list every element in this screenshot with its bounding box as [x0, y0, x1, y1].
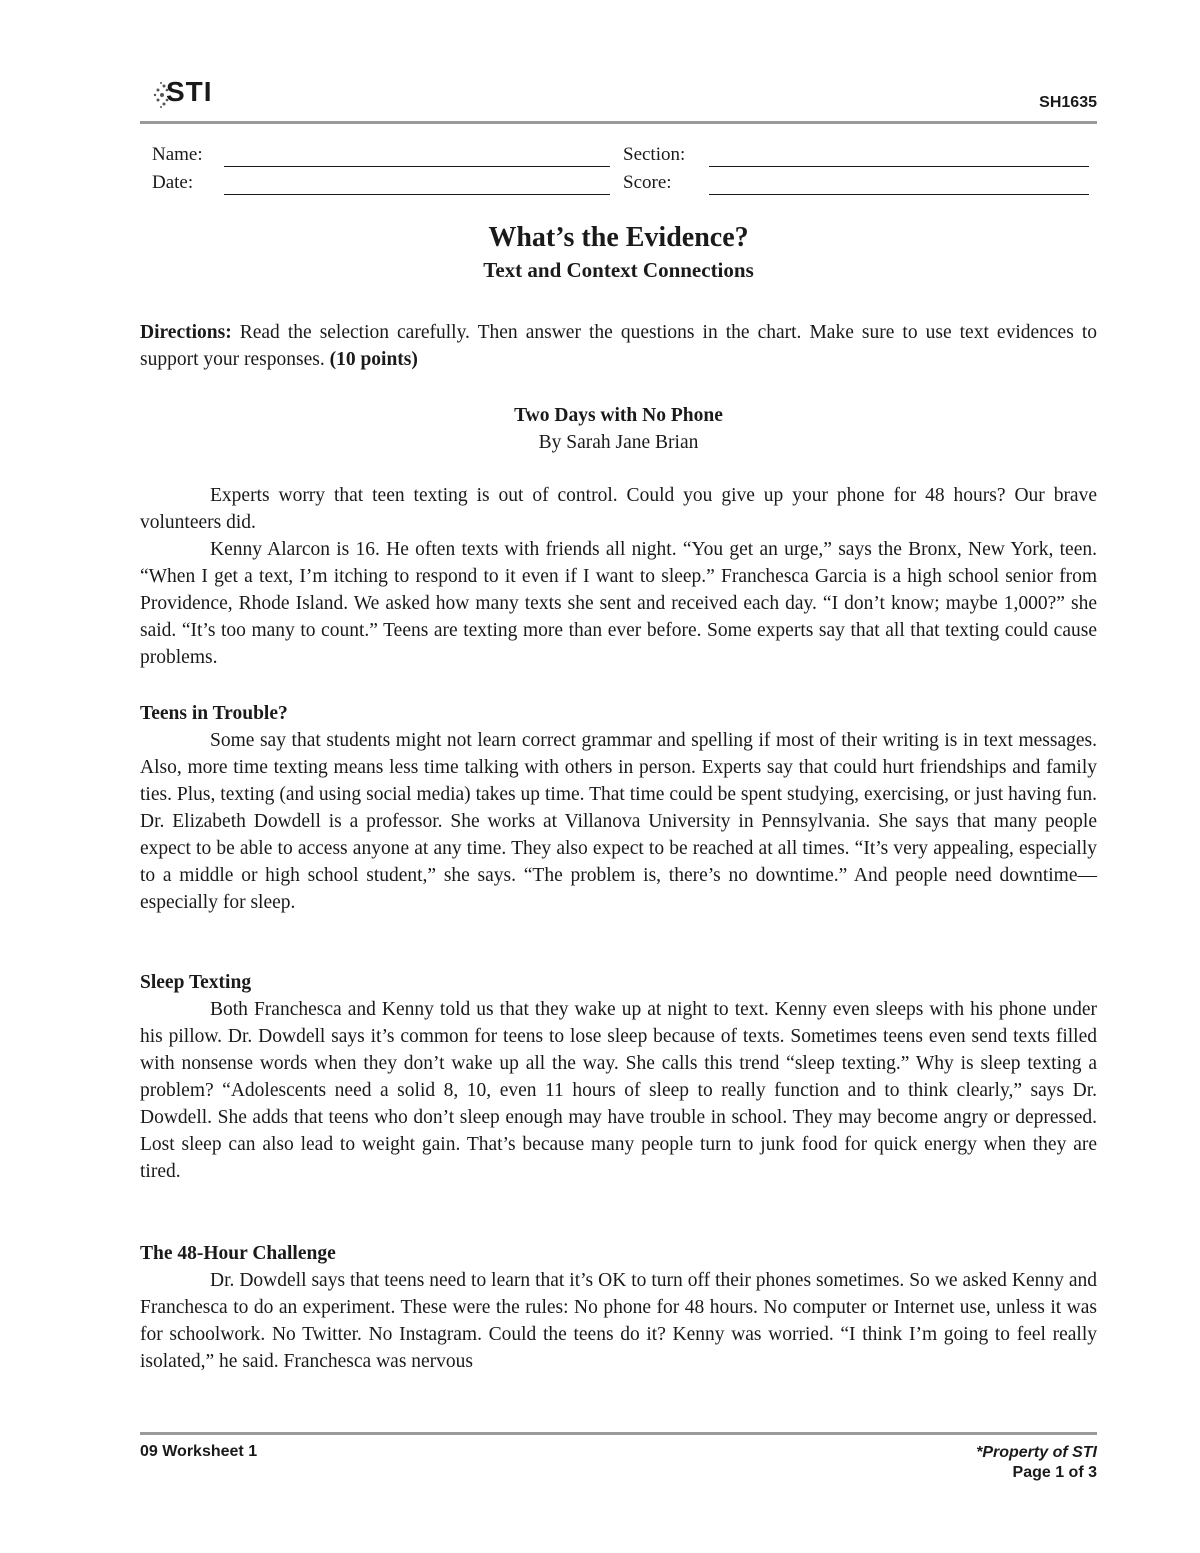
section-heading: The 48-Hour Challenge [140, 1243, 336, 1264]
date-label: Date: [152, 172, 194, 193]
header-divider [140, 121, 1097, 124]
paragraph: Dr. Dowdell says that teens need to learn that it’s OK to turn off their phones sometimes. So we asked Kenny and Franchesca to do an experiment. These were the rules: No phone for 48 hours. No computer or Internet use, unless it was for schoolwork. No Twitter. No Instagram. Could the teens do it? Kenny was worried. “I think I’m going to feel really isolated,” he said. Franchesca was nervous [140, 1270, 1097, 1372]
paragraph: Experts worry that teen texting is out of control. Could you give up your phone for 48 hours? Our brave volunteers did. [140, 485, 1097, 533]
story-author: By Sarah Jane Brian [538, 432, 699, 453]
worksheet-title: What’s the Evidence? [488, 222, 749, 253]
score-label: Score: [623, 172, 672, 193]
document-code: SH1635 [1039, 94, 1097, 111]
story-header [140, 402, 1097, 456]
score-blank[interactable] [709, 194, 1089, 195]
section-48-hour-challenge [140, 1240, 1097, 1375]
directions-text: Read the selection carefully. Then answer the questions in the chart. Make sure to use text evidences to support your responses. [140, 322, 1097, 370]
section-blank[interactable] [709, 166, 1089, 167]
directions [140, 319, 1097, 373]
story-intro [140, 482, 1097, 671]
footer-divider [140, 1432, 1097, 1435]
section-teens-in-trouble [140, 700, 1097, 916]
footer-property: *Property of STI [976, 1444, 1097, 1461]
directions-points: (10 points) [329, 349, 418, 370]
directions-label: Directions: [140, 322, 232, 343]
story-title: Two Days with No Phone [514, 405, 723, 426]
section-label: Section: [623, 144, 686, 165]
footer-page-number: Page 1 of 3 [1012, 1464, 1097, 1481]
section-sleep-texting [140, 969, 1097, 1185]
section-heading: Sleep Texting [140, 972, 252, 993]
worksheet-subtitle: Text and Context Connections [483, 258, 754, 282]
footer-worksheet-label: 09 Worksheet 1 [140, 1443, 258, 1460]
name-blank[interactable] [224, 166, 610, 167]
section-heading: Teens in Trouble? [140, 703, 288, 724]
paragraph: Some say that students might not learn correct grammar and spelling if most of their writing is in text messages. Also, more time texting means less time talking with others in person. Experts say that could hurt friendships and family ties. Plus, texting (and using social media) takes up time. That time could be spent studying, exercising, or just having fun. Dr. Elizabeth Dowdell is a professor. She works at Villanova University in Pennsylvania. She says that many people expect to be able to access anyone at any time. They also expect to be reached at all times. “It’s very appealing, especially to a middle or high school student,” she says. “The problem is, there’s no downtime.” And people need downtime— especially for sleep. [140, 730, 1097, 913]
paragraph: Both Franchesca and Kenny told us that they wake up at night to text. Kenny even sleeps with his phone under his pillow. Dr. Dowdell says it’s common for teens to lose sleep because of texts. Sometimes teens even send texts filled with nonsense words when they don’t wake up all the way. She calls this trend “sleep texting.” Why is sleep texting a problem? “Adolescents need a solid 8, 10, even 11 hours of sleep to really function and to think clearly,” says Dr. Dowdell. She adds that teens who don’t sleep enough may have trouble in school. They may become angry or depressed. Lost sleep can also lead to weight gain. That’s because many people turn to junk food for quick energy when they are tired. [140, 999, 1097, 1182]
name-label: Name: [152, 144, 203, 165]
logo-text: STI [166, 76, 213, 107]
paragraph: Kenny Alarcon is 16. He often texts with friends all night. “You get an urge,” says the Bronx, New York, teen. “When I get a text, I’m itching to respond to it even if I want to sleep.” Franchesca Garcia is a high school senior from Providence, Rhode Island. We asked how many texts she sent and received each day. “I don’t know; maybe 1,000?” she said. “It’s too many to count.” Teens are texting more than ever before. Some experts say that all that texting could cause problems. [140, 539, 1097, 668]
footer-right [976, 1443, 1097, 1483]
date-blank[interactable] [224, 194, 610, 195]
